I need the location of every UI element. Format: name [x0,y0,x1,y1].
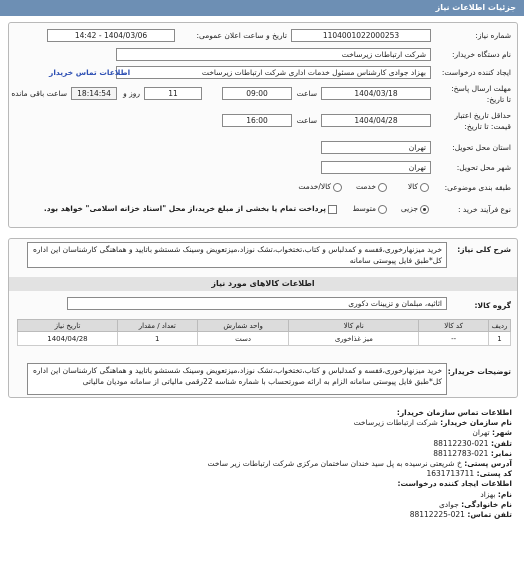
cell-date: 1404/04/28 [18,332,118,346]
radio-icon [333,183,342,192]
remaining-label: ساعت باقی مانده [11,89,67,98]
process-label: نوع فرآیند خرید : [457,205,511,214]
creator-info-title: اطلاعات ایجاد کننده درخواست: [397,479,512,489]
city-field: تهران [321,161,431,174]
radio-icon [378,183,387,192]
announce-field: 1404/03/06 - 14:42 [47,29,175,42]
process-option-medium[interactable]: متوسط [352,204,387,214]
radio-icon [420,183,429,192]
province-label: استان محل تحویل: [452,143,511,152]
cell-name: میز غذاخوری [289,332,419,346]
goods-section-title: اطلاعات کالاهای مورد نیاز [9,277,517,291]
contact-postal-line: کد پستی: 1631713711 [426,469,512,479]
contact-fax-line: نمابر: 021-88112783 [433,448,512,458]
validity-label-2: قیمت: تا تاریخ: [464,122,511,131]
buyer-label: نام دستگاه خریدار: [451,50,511,59]
description-text: خرید میزنهارخوری،قفسه و کمدلباس و کتاب،تختخواب،تشک نوزاد،میزتعویض وسینک شستشو باتایید و هماهنگی کارشناسان این اداره کل*طبق فایل پیوستی سامانه [32,245,442,265]
page-title: جزئیات اطلاعات نیاز [435,3,516,12]
goods-table-header [18,320,511,332]
buyer-notes-box [27,363,447,395]
col-unit: واحد شمارش [197,320,289,332]
creator-phone-line: تلفن تماس: 021-88112225 [409,510,512,520]
col-name: نام کالا [289,320,419,332]
province-field: تهران [321,141,431,154]
reply-deadline-label-2: تا تاریخ: [486,95,511,104]
city-label: شهر محل تحویل: [456,163,511,172]
checkbox-icon [328,205,337,214]
reply-hour-label: ساعت [296,89,317,98]
category-option-service[interactable]: خدمت [356,182,387,192]
validity-hour-field: 16:00 [222,114,292,127]
buyer-field: شرکت ارتباطات زیرساخت [116,48,431,61]
col-code: کد کالا [419,320,489,332]
validity-date-field: 1404/04/28 [321,114,431,127]
validity-label: حداقل تاریخ اعتبار [454,111,511,120]
contact-city-line: شهر: تهران [472,428,512,438]
radio-selected-icon [420,205,429,214]
days-field: 11 [144,87,202,100]
creator-field: بهزاد جوادی کارشناس مسئول خدمات اداری شرکت ارتباطات زیرساخت [116,66,431,79]
need-number-label: شماره نیاز: [475,31,511,40]
contact-phone-line: تلفن: 021-88112230 [433,438,512,448]
page-header [0,0,524,16]
creator-name-line: نام: بهزاد [480,489,512,499]
category-option-goods[interactable]: کالا [408,182,429,192]
contact-section [12,408,512,520]
cell-unit: دست [197,332,289,346]
buyer-contact-link[interactable]: اطلاعات تماس خریدار [49,68,131,77]
contact-org-line: نام سازمان خریدار: شرکت ارتباطات زیرساخت [353,418,512,428]
need-number-field: 1104001022000253 [291,29,431,42]
days-label: روز و [123,89,140,98]
reply-date-field: 1404/03/18 [321,87,431,100]
buyer-notes-label: توضیحات خریدار: [447,367,511,376]
goods-table [17,319,511,346]
radio-icon [378,205,387,214]
col-date: تاریخ نیاز [18,320,118,332]
remaining-time-field: 18:14:54 [71,87,117,100]
category-option-both[interactable]: کالا/خدمت [298,182,342,192]
col-qty: تعداد / مقدار [117,320,197,332]
need-info-panel [8,22,518,228]
goods-group-label: گروه کالا: [474,301,511,310]
validity-hour-label: ساعت [296,116,317,125]
description-label: شرح کلی نیاز: [457,245,511,254]
cell-qty: 1 [117,332,197,346]
description-panel [8,238,518,398]
goods-group-field: اثاثیه، مبلمان و تزیینات دکوری [67,297,447,310]
cell-row: 1 [489,332,511,346]
announce-label: تاریخ و ساعت اعلان عمومی: [196,31,287,40]
contact-address-line: آدرس پستی: خ شریعتی نرسیده به پل سید خندان ساختمان مرکزی شرکت ارتباطات زیر ساخت [207,459,512,469]
category-label: طبقه بندی موضوعی: [444,183,511,192]
buyer-notes-text: خرید میزنهارخوری،قفسه و کمدلباس و کتاب،تختخواب،تشک نوزاد،میزتعویض وسینک شستشو باتایید و هماهنگی کارشناسان این اداره کل*طبق فایل پیوستی سامانه الزام به ارائه صورتحساب با شماره شناسه 22رقمی مالیاتی از سامانه مودیان مالیاتی [32,366,442,386]
payment-checkbox[interactable] [44,204,337,214]
payment-note: پرداخت تمام یا بخشی از مبلغ خرید،از محل "اسناد خزانه اسلامی" خواهد بود. [43,204,326,213]
reply-hour-field: 09:00 [222,87,292,100]
col-row: ردیف [489,320,511,332]
description-box [27,242,447,268]
table-row[interactable] [18,332,511,346]
reply-deadline-label: مهلت ارسال پاسخ: [451,84,511,93]
cell-code: -- [419,332,489,346]
contact-title: اطلاعات تماس سازمان خریدار: [396,408,512,417]
creator-label: ایجاد کننده درخواست: [441,68,511,77]
creator-family-line: نام خانوادگی: جوادی [438,499,512,509]
process-option-partial[interactable]: جزیی [401,204,429,214]
